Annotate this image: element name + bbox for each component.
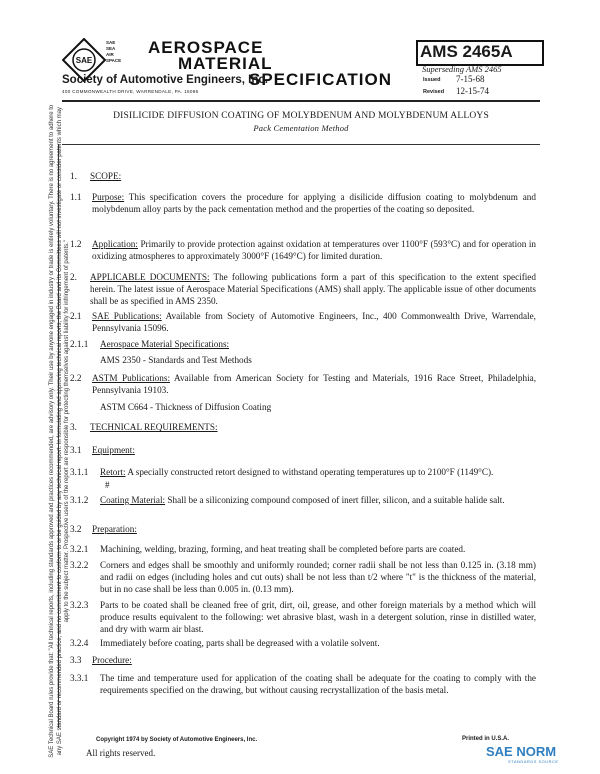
side-notice: SAE Technical Board rules provide that: "All technical reports, including standards approved and practices recommended, are advisory only. Their use by anyone engaged in industry or trade is entirely voluntary. There is no agreement to adhere to any SAE standard or recommended practice, and no commitment to conform to or be guided by any technical report. In formulating and approving technical reports, the Board and its Committees will not investigate or consider patents which may apply to the subject matter. Prospective users of the report are responsible for protecting themselves against liability for infringement of patents."	[48, 104, 70, 758]
section-3-1-2: 3.1.2 Coating Material: Shall be a siliconizing compound composed of inert filler, silicon, and a suitable halide salt.	[70, 495, 505, 505]
document-subtitle: Pack Cementation Method	[253, 123, 349, 133]
org-address: 400 COMMONWEALTH DRIVE, WARRENDALE, PA. 15096	[62, 89, 199, 94]
astm-c664-item: ASTM C664 - Thickness of Diffusion Coating	[100, 402, 272, 412]
revised-date: 12-15-74	[456, 86, 489, 96]
section-1-2: 1.2 Application: Primarily to provide protection against oxidation at temperatures over 1100°F (593°C) and for operation in oxidizing atmospheres to approximately 3000°F (1649°C) for limited duration.	[70, 239, 536, 261]
section-1-1: 1.1 Purpose: This specification covers the procedure for applying a disilicide diffusion coating to molybdenum and molybdenum alloy parts by the pack cementation method and the properties of the coating so deposited.	[70, 192, 536, 214]
revised-label: Revised	[423, 89, 445, 95]
section-2: 2. APPLICABLE DOCUMENTS: The following publications form a part of this specification to the extent specified herein. The latest issue of Aerospace Material Specifications (AMS) shall apply. The applicable issue of other documents shall be as specified in AMS 2350.	[70, 272, 536, 306]
section-2-2: 2.2 ASTM Publications: Available from American Society for Testing and Materials, 1916 Race Street, Philadelphia, Pennsylvania 19103.	[70, 373, 536, 395]
spec-number: AMS 2465A	[420, 42, 513, 61]
printed-in: Printed in U.S.A.	[462, 736, 510, 742]
revision-mark: #	[105, 480, 110, 490]
title-rule	[62, 144, 540, 145]
superseding: Superseding AMS 2465	[422, 64, 502, 74]
section-3-2-2: 3.2.2 Corners and edges shall be smoothly and uniformly rounded; corner radii shall be not less than 0.125 in. (3.18 mm) and radii on edges (including holes and cut outs) shall be not less than t/2 where "t" is the thickness of the material, but in no case shall be less than 0.005 in. (0.13 mm).	[70, 560, 536, 594]
section-3-1-1: 3.1.1 Retort: A specially constructed retort designed to withstand operating temperatures up to 2100°F (1149°C).	[70, 467, 494, 477]
watermark-sub: STANDARDS SOURCE	[508, 759, 559, 764]
issued-date: 7-15-68	[456, 74, 485, 84]
copyright: Copyright 1974 by Society of Automotive Engineers, Inc.	[96, 737, 258, 743]
ams-2350-item: AMS 2350 - Standards and Test Methods	[100, 355, 252, 365]
watermark: SAE NORM	[486, 744, 557, 759]
section-3-2-3: 3.2.3 Parts to be coated shall be cleaned free of grit, dirt, oil, grease, and other foreign materials by a method which will produce results equivalent to the following: wet abrasive blast, wash in a detergent solution, rinse in distilled water, and dry with warm air blast.	[70, 600, 536, 634]
section-2-1: 2.1 SAE Publications: Available from Society of Automotive Engineers, Inc., 400 Commonwealth Drive, Warrendale, Pennsylvania 15096.	[70, 311, 536, 333]
header-title-specification: SPECIFICATION	[249, 70, 393, 89]
header-rule	[62, 100, 540, 102]
rights-reserved: All rights reserved.	[86, 748, 156, 758]
section-3-3-1: 3.3.1 The time and temperature used for application of the coating shall be adequate for the coating to comply with the requirements specified on the drawing, but without causing recrystallization of the basis metal.	[70, 673, 536, 695]
svg-text:SAE: SAE	[75, 56, 93, 65]
logo-text: SAE SEA AIR SPACE	[106, 40, 122, 63]
issued-label: Issued	[423, 77, 441, 83]
org-name: Society of Automotive Engineers, Inc.	[62, 74, 268, 86]
document-title: DISILICIDE DIFFUSION COATING OF MOLYBDENUM AND MOLYBDENUM ALLOYS	[113, 111, 489, 121]
header-title-aerospace: AEROSPACE	[148, 38, 264, 57]
header-title-material: MATERIAL	[178, 54, 273, 73]
